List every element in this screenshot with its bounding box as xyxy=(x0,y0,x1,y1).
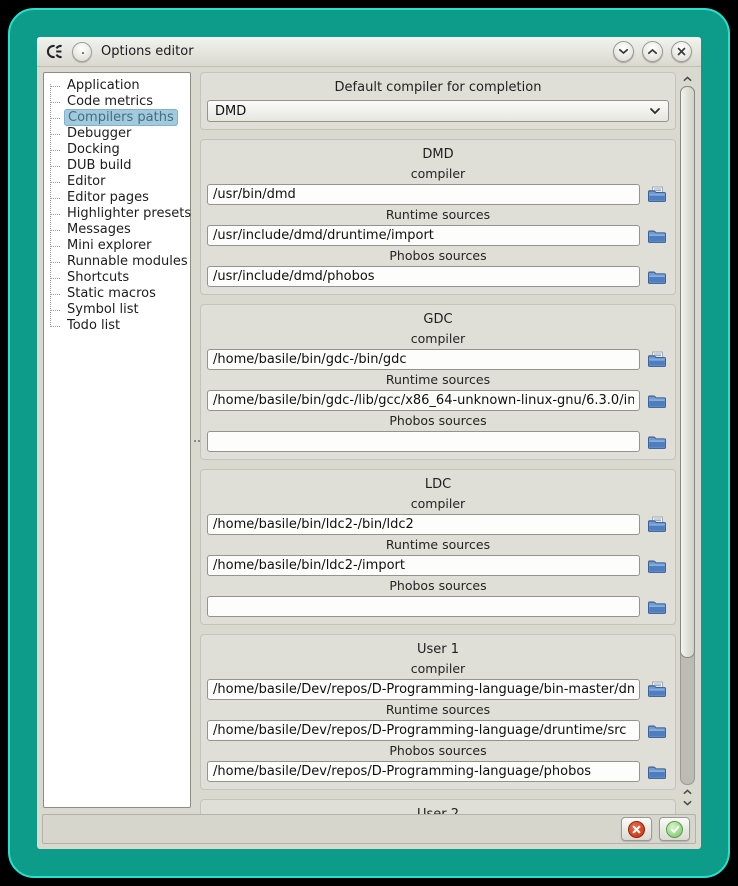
scrollbar-thumb[interactable] xyxy=(680,86,695,658)
gdc-runtime-sources-label: Runtime sources xyxy=(385,372,491,387)
default-compiler-combobox[interactable] xyxy=(207,100,669,122)
ldc-phobos-sources-row xyxy=(207,596,669,617)
cancel-icon xyxy=(628,821,645,838)
cancel-button[interactable] xyxy=(621,817,652,841)
dmd-runtime-sources-row xyxy=(207,225,669,246)
dialog-button-bar xyxy=(42,814,696,844)
sidebar-item-editor[interactable] xyxy=(49,174,188,190)
sidebar-item-label: Mini explorer xyxy=(67,238,152,253)
folder-icon xyxy=(647,722,667,739)
folder-icon xyxy=(647,227,667,244)
sidebar-item-mini-explorer[interactable] xyxy=(49,238,188,254)
gdc-compiler-input[interactable] xyxy=(207,349,640,370)
folder-icon xyxy=(647,598,667,615)
chevron-up-icon xyxy=(683,76,692,82)
group-default-compiler xyxy=(200,72,676,130)
close-button[interactable] xyxy=(671,41,692,62)
dmd-phobos-sources-label: Phobos sources xyxy=(389,248,487,263)
sidebar-item-runnable-modules[interactable] xyxy=(49,254,188,270)
sidebar-item-dub-build[interactable] xyxy=(49,158,188,174)
group-gdc xyxy=(200,304,676,460)
sidebar-item-label: Highlighter presets xyxy=(67,206,192,221)
ldc-phobos-sources-input[interactable] xyxy=(207,596,640,617)
group-title: Default compiler for completion xyxy=(334,80,542,95)
dmd-compiler-row xyxy=(207,184,669,205)
scroll-down-button[interactable] xyxy=(680,797,695,808)
ldc-phobos-sources-label: Phobos sources xyxy=(389,578,487,593)
folder-icon xyxy=(647,268,667,285)
dmd-phobos-sources-browse-button[interactable] xyxy=(645,266,669,287)
user-1-compiler-input[interactable] xyxy=(207,679,640,700)
window-title: Options editor xyxy=(101,44,194,59)
sidebar-item-label: Shortcuts xyxy=(67,270,130,285)
scrollbar-track[interactable] xyxy=(680,86,695,785)
sidebar-item-compilers-paths[interactable] xyxy=(49,110,188,126)
ldc-compiler-browse-button[interactable] xyxy=(645,514,669,535)
sidebar-item-label: Code metrics xyxy=(67,94,154,109)
gdc-runtime-sources-input[interactable] xyxy=(207,390,640,411)
ldc-phobos-sources-browse-button[interactable] xyxy=(645,596,669,617)
dmd-runtime-sources-browse-button[interactable] xyxy=(645,225,669,246)
sidebar-item-label: Debugger xyxy=(67,126,132,141)
sidebar-item-shortcuts[interactable] xyxy=(49,270,188,286)
compiler-groups xyxy=(200,72,676,808)
sidebar-item-symbol-list[interactable] xyxy=(49,302,188,318)
gdc-phobos-sources-browse-button[interactable] xyxy=(645,431,669,452)
window-frame xyxy=(8,8,730,878)
gdc-runtime-sources-browse-button[interactable] xyxy=(645,390,669,411)
group-title: GDC xyxy=(423,312,453,327)
shade-button[interactable] xyxy=(613,41,634,62)
user-1-runtime-sources-input[interactable] xyxy=(207,720,640,741)
ldc-runtime-sources-input[interactable] xyxy=(207,555,640,576)
sidebar-item-static-macros[interactable] xyxy=(49,286,188,302)
sidebar-item-highlighter-presets[interactable] xyxy=(49,206,192,222)
chevron-up-icon xyxy=(647,48,658,55)
dmd-compiler-label: compiler xyxy=(410,166,466,181)
dmd-compiler-input[interactable] xyxy=(207,184,640,205)
user-1-phobos-sources-row xyxy=(207,761,669,782)
chevron-down-icon xyxy=(683,800,692,806)
scroll-up-button-secondary[interactable] xyxy=(680,786,695,797)
chevron-down-icon xyxy=(649,107,661,115)
titlebar[interactable] xyxy=(37,37,701,67)
group-title: DMD xyxy=(422,147,454,162)
sidebar-item-label: Compilers paths xyxy=(64,109,178,126)
group-title: User 1 xyxy=(416,642,460,657)
user-1-runtime-sources-browse-button[interactable] xyxy=(645,720,669,741)
scroll-up-button[interactable] xyxy=(680,72,695,85)
main-panel xyxy=(200,72,695,808)
open-file-icon xyxy=(647,516,667,533)
sidebar-item-messages[interactable] xyxy=(49,222,188,238)
vertical-scrollbar[interactable] xyxy=(680,72,695,808)
user-1-runtime-sources-label: Runtime sources xyxy=(385,702,491,717)
ldc-runtime-sources-row xyxy=(207,555,669,576)
close-icon xyxy=(677,47,686,56)
sidebar-item-label: Application xyxy=(67,78,140,93)
gdc-phobos-sources-input[interactable] xyxy=(207,431,640,452)
unshade-button[interactable] xyxy=(642,41,663,62)
open-file-icon xyxy=(647,681,667,698)
sidebar-item-label: DUB build xyxy=(67,158,132,173)
user-1-phobos-sources-input[interactable] xyxy=(207,761,640,782)
dmd-compiler-browse-button[interactable] xyxy=(645,184,669,205)
gdc-phobos-sources-row xyxy=(207,431,669,452)
ldc-runtime-sources-browse-button[interactable] xyxy=(645,555,669,576)
content-area xyxy=(37,67,701,812)
dmd-runtime-sources-label: Runtime sources xyxy=(385,207,491,222)
user-1-runtime-sources-row xyxy=(207,720,669,741)
options-editor-window xyxy=(37,37,701,849)
pin-button[interactable] xyxy=(72,42,92,62)
sidebar-item-label: Editor xyxy=(67,174,106,189)
user-1-compiler-label: compiler xyxy=(410,661,466,676)
gdc-compiler-row xyxy=(207,349,669,370)
dmd-phobos-sources-row xyxy=(207,266,669,287)
sidebar-item-label: Runnable modules xyxy=(67,254,188,269)
group-dmd xyxy=(200,139,676,295)
sidebar-item-label: Editor pages xyxy=(67,190,149,205)
sidebar-item-docking[interactable] xyxy=(49,142,188,158)
gdc-compiler-browse-button[interactable] xyxy=(645,349,669,370)
folder-icon xyxy=(647,392,667,409)
sidebar-item-label: Static macros xyxy=(67,286,156,301)
dmd-runtime-sources-input[interactable] xyxy=(207,225,640,246)
sidebar-item-label: Symbol list xyxy=(67,302,139,317)
folder-icon xyxy=(647,763,667,780)
user-1-phobos-sources-label: Phobos sources xyxy=(389,743,487,758)
group-title: LDC xyxy=(424,477,452,492)
gdc-compiler-label: compiler xyxy=(410,331,466,346)
sidebar-splitter[interactable] xyxy=(191,72,200,808)
ldc-compiler-row xyxy=(207,514,669,535)
ldc-runtime-sources-label: Runtime sources xyxy=(385,537,491,552)
gdc-phobos-sources-label: Phobos sources xyxy=(389,413,487,428)
chevron-up-icon xyxy=(683,789,692,795)
ldc-compiler-label: compiler xyxy=(410,496,466,511)
group-user-1 xyxy=(200,634,676,790)
sidebar-item-label: Todo list xyxy=(67,318,121,333)
folder-icon xyxy=(647,433,667,450)
sidebar-tree[interactable] xyxy=(43,72,191,808)
open-file-icon xyxy=(647,351,667,368)
gdc-runtime-sources-row xyxy=(207,390,669,411)
combobox-value: DMD xyxy=(215,103,247,119)
folder-icon xyxy=(647,557,667,574)
sidebar-item-label: Docking xyxy=(67,142,120,157)
dmd-phobos-sources-input[interactable] xyxy=(207,266,640,287)
open-file-icon xyxy=(647,186,667,203)
accept-button[interactable] xyxy=(659,817,690,841)
sidebar-item-code-metrics[interactable] xyxy=(49,94,188,110)
chevron-down-icon xyxy=(618,48,629,55)
user-1-compiler-browse-button[interactable] xyxy=(645,679,669,700)
accept-icon xyxy=(666,821,683,838)
sidebar-item-todo-list[interactable] xyxy=(49,318,188,334)
user-1-compiler-row xyxy=(207,679,669,700)
coedit-app-icon xyxy=(46,44,63,59)
group-ldc xyxy=(200,469,676,625)
ldc-compiler-input[interactable] xyxy=(207,514,640,535)
user-1-phobos-sources-browse-button[interactable] xyxy=(645,761,669,782)
sidebar-item-label: Messages xyxy=(67,222,131,237)
sidebar-item-debugger[interactable] xyxy=(49,126,188,142)
sidebar-item-editor-pages[interactable] xyxy=(49,190,188,206)
sidebar-item-application[interactable] xyxy=(49,78,188,94)
